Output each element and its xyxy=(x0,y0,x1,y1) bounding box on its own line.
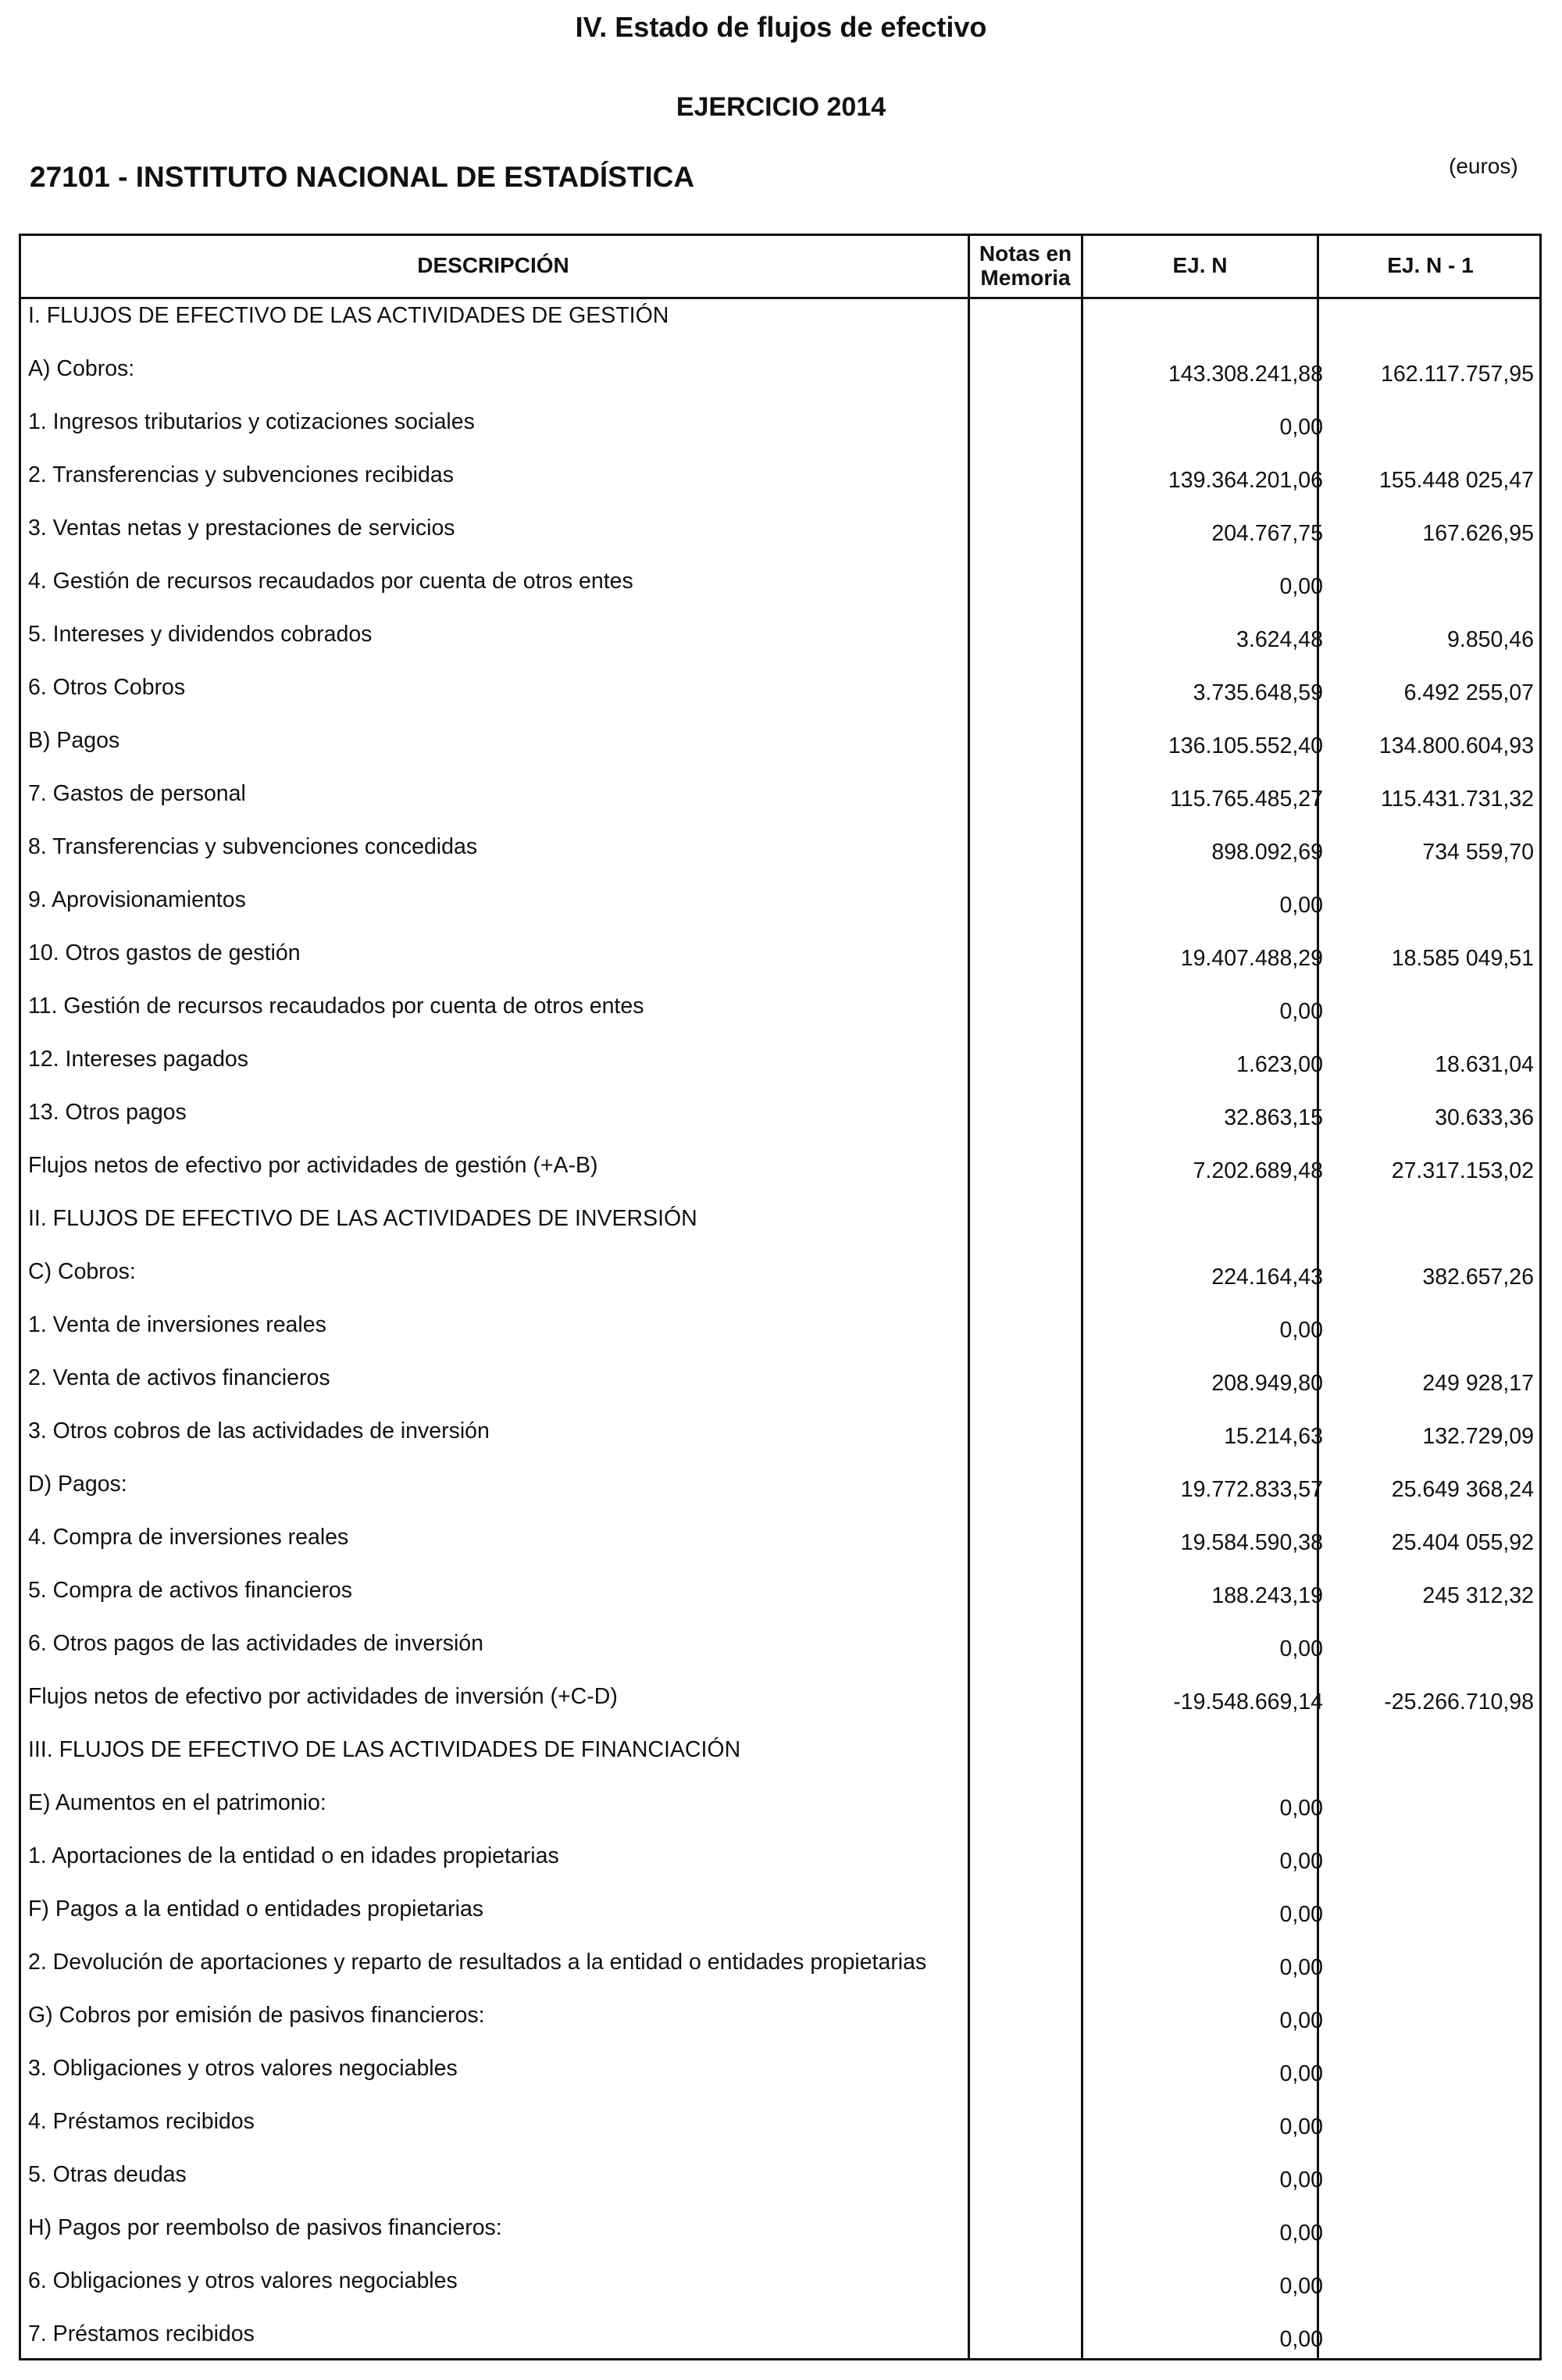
row-description: 13. Otros pagos xyxy=(28,1100,187,1125)
row-description: 3. Otros cobros de las actividades de inversión xyxy=(28,1418,490,1443)
row-description: 9. Aprovisionamientos xyxy=(28,887,246,912)
entity-name: 27101 - INSTITUTO NACIONAL DE ESTADÍSTICA xyxy=(30,161,695,193)
table-body xyxy=(19,297,1542,2368)
row-value-ej-n: 0,00 xyxy=(1279,2008,1323,2033)
row-value-ej-n: 0,00 xyxy=(1279,999,1323,1024)
table-row xyxy=(19,1306,1542,1359)
table-row xyxy=(19,669,1542,722)
table-row xyxy=(19,1518,1542,1572)
table-row xyxy=(19,1253,1542,1306)
row-description: 10. Otros gastos de gestión xyxy=(28,940,301,965)
table-row xyxy=(19,1943,1542,1996)
table-row xyxy=(19,1837,1542,1890)
row-description: H) Pagos por reembolso de pasivos financieros: xyxy=(28,2215,502,2240)
row-description: 5. Intereses y dividendos cobrados xyxy=(28,622,373,647)
table-row xyxy=(19,1359,1542,1412)
page-title: IV. Estado de flujos de efectivo xyxy=(575,11,987,43)
row-value-ej-n1: 134.800.604,93 xyxy=(1378,733,1534,758)
table-row xyxy=(19,1678,1542,1731)
table-row xyxy=(19,350,1542,403)
row-description: 1. Aportaciones de la entidad o en idades propietarias xyxy=(28,1843,559,1868)
row-value-ej-n1: 167.626,95 xyxy=(1422,521,1534,546)
row-description: 4. Compra de inversiones reales xyxy=(28,1525,349,1550)
row-value-ej-n: 0,00 xyxy=(1279,1636,1323,1661)
row-value-ej-n: 115.765.485,27 xyxy=(1170,787,1323,812)
row-description: II. FLUJOS DE EFECTIVO DE LAS ACTIVIDADES DE INVERSIÓN xyxy=(28,1206,697,1231)
row-description: C) Cobros: xyxy=(28,1259,136,1284)
table-row xyxy=(19,2315,1542,2368)
row-value-ej-n1: 9.850,46 xyxy=(1447,627,1534,652)
row-description: 5. Otras deudas xyxy=(28,2162,187,2187)
row-value-ej-n: -19.548.669,14 xyxy=(1173,1690,1323,1715)
row-description: 7. Gastos de personal xyxy=(28,781,246,806)
row-description: III. FLUJOS DE EFECTIVO DE LAS ACTIVIDADES DE FINANCIACIÓN xyxy=(28,1737,741,1762)
table-row xyxy=(19,562,1542,616)
row-description: 6. Obligaciones y otros valores negociables xyxy=(28,2268,458,2293)
row-value-ej-n: 143.308.241,88 xyxy=(1168,362,1323,387)
table-row xyxy=(19,456,1542,509)
row-description: 12. Intereses pagados xyxy=(28,1047,249,1072)
row-value-ej-n1: 132.729,09 xyxy=(1422,1424,1534,1449)
row-description: 6. Otros Cobros xyxy=(28,675,186,700)
row-value-ej-n: 136.105.552,40 xyxy=(1168,733,1323,758)
row-description: 8. Transferencias y subvenciones concedidas xyxy=(28,834,478,859)
row-value-ej-n: 15.214,63 xyxy=(1224,1424,1323,1449)
table-row xyxy=(19,1465,1542,1518)
table-row xyxy=(19,2262,1542,2315)
row-description: 2. Devolución de aportaciones y reparto de resultados a la entidad o entidades propietarias xyxy=(28,1950,927,1975)
row-value-ej-n1: 25.649 368,24 xyxy=(1391,1477,1534,1502)
table-row xyxy=(19,297,1542,350)
row-value-ej-n1: 115.431.731,32 xyxy=(1381,787,1534,812)
fiscal-year-title: EJERCICIO 2014 xyxy=(676,92,886,122)
row-description: 7. Préstamos recibidos xyxy=(28,2321,255,2346)
row-value-ej-n: 32.863,15 xyxy=(1224,1105,1323,1130)
row-value-ej-n1: 30.633,36 xyxy=(1435,1105,1534,1130)
table-row xyxy=(19,1996,1542,2050)
row-value-ej-n: 0,00 xyxy=(1279,1955,1323,1980)
row-description: B) Pagos xyxy=(28,728,120,753)
row-description: E) Aumentos en el patrimonio: xyxy=(28,1790,326,1815)
row-value-ej-n: 139.364.201,06 xyxy=(1168,468,1323,493)
table-row xyxy=(19,509,1542,562)
row-value-ej-n: 0,00 xyxy=(1279,1318,1323,1343)
row-value-ej-n1: 382.657,26 xyxy=(1422,1265,1534,1290)
row-value-ej-n: 898.092,69 xyxy=(1211,840,1323,865)
row-value-ej-n1: 734 559,70 xyxy=(1422,840,1534,865)
row-value-ej-n: 188.243,19 xyxy=(1211,1583,1323,1608)
table-row xyxy=(19,1784,1542,1837)
table-row xyxy=(19,1412,1542,1465)
row-description: Flujos netos de efectivo por actividades de inversión (+C-D) xyxy=(28,1684,618,1709)
row-description: A) Cobros: xyxy=(28,356,135,381)
row-value-ej-n: 0,00 xyxy=(1279,2168,1323,2193)
table-row xyxy=(19,722,1542,775)
row-description: D) Pagos: xyxy=(28,1472,127,1497)
row-value-ej-n1: 18.585 049,51 xyxy=(1391,946,1534,971)
row-description: 1. Ingresos tributarios y cotizaciones sociales xyxy=(28,409,475,434)
row-value-ej-n: 0,00 xyxy=(1279,574,1323,599)
row-description: 1. Venta de inversiones reales xyxy=(28,1312,326,1337)
row-value-ej-n: 1.623,00 xyxy=(1236,1052,1323,1077)
column-header-notas-line2: Memoria xyxy=(980,265,1071,290)
table-row xyxy=(19,1572,1542,1625)
row-description: 2. Transferencias y subvenciones recibidas xyxy=(28,462,454,487)
column-header-descripcion: DESCRIPCIÓN xyxy=(417,253,569,277)
row-value-ej-n1: 245 312,32 xyxy=(1422,1583,1534,1608)
row-value-ej-n: 208.949,80 xyxy=(1211,1371,1323,1396)
table-row xyxy=(19,775,1542,828)
row-value-ej-n1: 25.404 055,92 xyxy=(1391,1530,1534,1555)
table-row xyxy=(19,616,1542,669)
table-row xyxy=(19,987,1542,1040)
row-value-ej-n1: 162.117.757,95 xyxy=(1381,362,1534,387)
row-value-ej-n: 0,00 xyxy=(1279,1796,1323,1821)
row-value-ej-n: 3.624,48 xyxy=(1236,627,1323,652)
row-value-ej-n1: 27.317.153,02 xyxy=(1391,1158,1534,1183)
column-header-ej-n: EJ. N xyxy=(1172,253,1228,277)
row-value-ej-n1: -25.266.710,98 xyxy=(1384,1690,1534,1715)
row-value-ej-n: 0,00 xyxy=(1279,2061,1323,2086)
row-description: 3. Ventas netas y prestaciones de servicios xyxy=(28,516,455,541)
column-header-ej-n1: EJ. N - 1 xyxy=(1387,253,1474,277)
row-description: 3. Obligaciones y otros valores negociables xyxy=(28,2056,458,2081)
table-row xyxy=(19,1200,1542,1253)
table-row xyxy=(19,1147,1542,1200)
table-row xyxy=(19,1731,1542,1784)
table-row xyxy=(19,2050,1542,2103)
row-value-ej-n: 19.772.833,57 xyxy=(1180,1477,1323,1502)
table-row xyxy=(19,1890,1542,1943)
row-value-ej-n: 0,00 xyxy=(1279,893,1323,918)
table-row xyxy=(19,2103,1542,2156)
row-value-ej-n1: 6.492 255,07 xyxy=(1403,680,1534,705)
row-value-ej-n1: 249 928,17 xyxy=(1422,1371,1534,1396)
table-row xyxy=(19,403,1542,456)
row-value-ej-n: 3.735.648,59 xyxy=(1193,680,1323,705)
table-row xyxy=(19,881,1542,934)
row-value-ej-n: 7.202.689,48 xyxy=(1193,1158,1323,1183)
row-description: 2. Venta de activos financieros xyxy=(28,1365,330,1390)
row-value-ej-n1: 18.631,04 xyxy=(1435,1052,1534,1077)
table-row xyxy=(19,934,1542,987)
row-value-ej-n: 0,00 xyxy=(1279,1849,1323,1874)
table-row xyxy=(19,1040,1542,1094)
row-value-ej-n: 224.164,43 xyxy=(1211,1265,1323,1290)
row-value-ej-n1: 155.448 025,47 xyxy=(1378,468,1534,493)
units-label: (euros) xyxy=(1449,154,1518,178)
row-value-ej-n: 0,00 xyxy=(1279,415,1323,440)
row-description: Flujos netos de efectivo por actividades de gestión (+A-B) xyxy=(28,1153,598,1178)
row-value-ej-n: 0,00 xyxy=(1279,2274,1323,2299)
row-value-ej-n: 0,00 xyxy=(1279,2327,1323,2352)
row-value-ej-n: 19.407.488,29 xyxy=(1180,946,1323,971)
row-value-ej-n: 0,00 xyxy=(1279,2114,1323,2139)
column-header-notas-line1: Notas en xyxy=(979,241,1072,266)
row-description: G) Cobros por emisión de pasivos financieros: xyxy=(28,2003,485,2028)
row-description: I. FLUJOS DE EFECTIVO DE LAS ACTIVIDADES DE GESTIÓN xyxy=(28,303,669,328)
table-row xyxy=(19,2156,1542,2209)
row-value-ej-n: 0,00 xyxy=(1279,2221,1323,2246)
table-row xyxy=(19,1625,1542,1678)
column-header-notas xyxy=(970,234,1081,297)
row-value-ej-n: 204.767,75 xyxy=(1211,521,1323,546)
row-description: 5. Compra de activos financieros xyxy=(28,1578,353,1603)
row-value-ej-n: 19.584.590,38 xyxy=(1180,1530,1323,1555)
row-description: 11. Gestión de recursos recaudados por cuenta de otros entes xyxy=(28,994,644,1019)
table-row xyxy=(19,1094,1542,1147)
table-row xyxy=(19,828,1542,881)
row-value-ej-n: 0,00 xyxy=(1279,1902,1323,1927)
row-description: 4. Préstamos recibidos xyxy=(28,2109,255,2134)
table-row xyxy=(19,2209,1542,2262)
row-description: 4. Gestión de recursos recaudados por cuenta de otros entes xyxy=(28,569,633,594)
row-description: F) Pagos a la entidad o entidades propietarias xyxy=(28,1897,484,1921)
row-description: 6. Otros pagos de las actividades de inversión xyxy=(28,1631,483,1656)
